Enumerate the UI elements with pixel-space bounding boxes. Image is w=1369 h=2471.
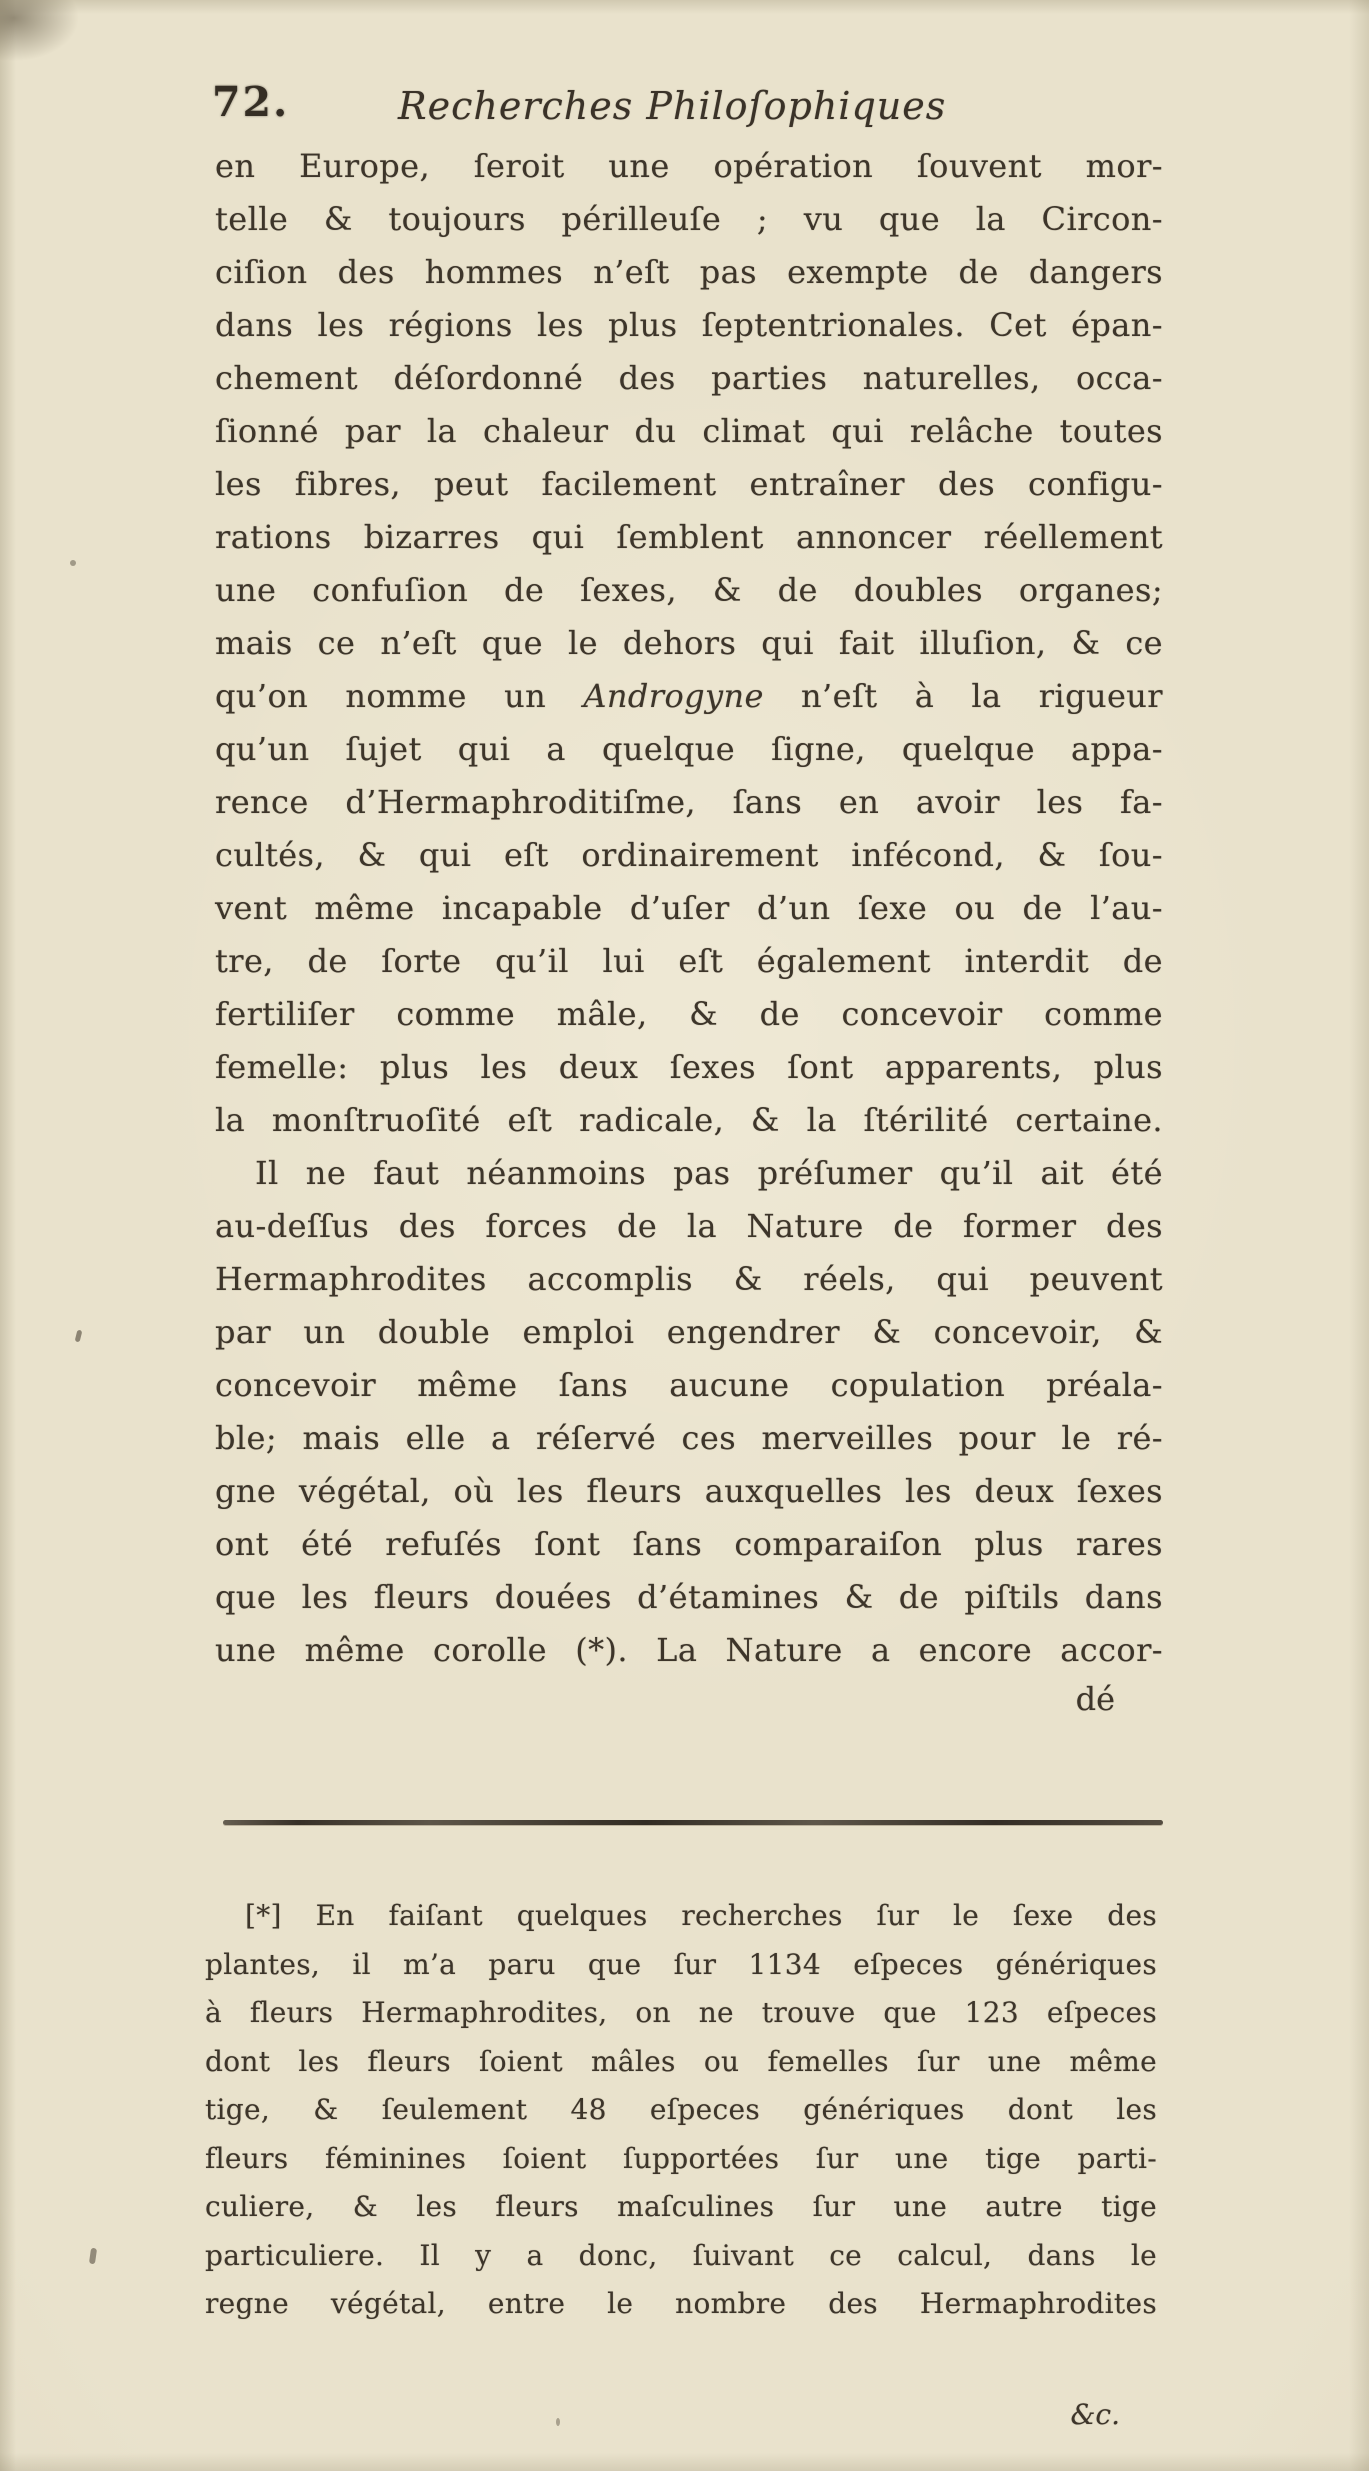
text-line: cultés, & qui eſt ordinairement infécond, & ſou- xyxy=(215,836,1163,874)
text-line: les fibres, peut facilement entraîner des configu- xyxy=(215,465,1163,503)
ink-speck xyxy=(75,1330,83,1343)
text-line: que les fleurs douées d’étamines & de piſtils dans xyxy=(215,1578,1163,1616)
text-line: femelle: plus les deux ſexes ſont apparents, plus xyxy=(215,1048,1163,1086)
footnote-catchword: &c. xyxy=(1070,2398,1120,2431)
text-line: Il ne faut néanmoins pas préſumer qu’il ait été xyxy=(255,1154,1163,1192)
ink-speck xyxy=(556,2418,560,2426)
text-line: au-deſſus des forces de la Nature de former des xyxy=(215,1207,1163,1245)
text-line: chement déſordonné des parties naturelles, occa- xyxy=(215,359,1163,397)
text-line: telle & toujours périlleuſe ; vu que la Circon- xyxy=(215,200,1163,238)
text-line: gne végétal, où les fleurs auxquelles les deux ſexes xyxy=(215,1472,1163,1510)
catchword: dé xyxy=(1075,1680,1115,1718)
text-line: tige, & ſeulement 48 eſpeces génériques dont les xyxy=(205,2093,1157,2126)
text-line: Hermaphrodites accomplis & réels, qui peuvent xyxy=(215,1260,1163,1298)
text-line: vent même incapable d’uſer d’un ſexe ou de l’au- xyxy=(215,889,1163,927)
text-line: par un double emploi engendrer & concevoir, & xyxy=(215,1313,1163,1351)
text-line: à fleurs Hermaphrodites, on ne trouve que 123 eſpeces xyxy=(205,1996,1157,2029)
text-line: ont été refuſés ſont ſans comparaiſon plus rares xyxy=(215,1525,1163,1563)
text-line: fertiliſer comme mâle, & de concevoir comme xyxy=(215,995,1163,1033)
text-line: rence d’Hermaphroditiſme, ſans en avoir les fa- xyxy=(215,783,1163,821)
text-line: tre, de ſorte qu’il lui eſt également interdit de xyxy=(215,942,1163,980)
text-line: fleurs féminines ſoient ſupportées ſur une tige parti- xyxy=(205,2141,1157,2175)
text-line: culiere, & les fleurs maſculines ſur une autre tige xyxy=(205,2190,1157,2223)
text-line: une même corolle (*). La Nature a encore accor- xyxy=(215,1631,1163,1669)
text-line: qu’un ſujet qui a quelque ſigne, quelque appa- xyxy=(215,730,1163,768)
text-line: la monſtruoſité eſt radicale, & la ſtérilité certaine. xyxy=(215,1101,1163,1139)
text-line: plantes, il m’a paru que ſur 1134 eſpeces génériques xyxy=(205,1947,1157,1981)
text-line: ble; mais elle a réſervé ces merveilles pour le ré- xyxy=(215,1419,1163,1457)
ink-speck xyxy=(70,560,76,566)
running-title: Recherches Philoſophiques xyxy=(398,84,947,128)
footnote-divider-rule xyxy=(223,1820,1163,1825)
text-line: [*] En faiſant quelques recherches ſur le ſexe des xyxy=(245,1899,1157,1932)
text-line: dont les fleurs ſoient mâles ou femelles ſur une même xyxy=(205,2044,1157,2078)
text-line: rations bizarres qui ſemblent annoncer réellement xyxy=(215,518,1163,556)
text-line: dans les régions les plus ſeptentrionales. Cet épan- xyxy=(215,306,1163,344)
text-line: particuliere. Il y a donc, ſuivant ce calcul, dans le xyxy=(205,2238,1157,2272)
ink-speck xyxy=(89,2248,97,2265)
text-line: regne végétal, entre le nombre des Hermaphrodites xyxy=(205,2287,1157,2320)
text-line: mais ce n’eſt que le dehors qui fait illuſion, & ce xyxy=(215,624,1163,662)
page-number: 72. xyxy=(212,78,290,126)
text-line: une confuſion de ſexes, & de doubles organes; xyxy=(215,571,1163,609)
text-line: en Europe, ſeroit une opération ſouvent mor- xyxy=(215,147,1163,185)
body-text-block xyxy=(215,140,1163,1677)
text-line: ſionné par la chaleur du climat qui relâche toutes xyxy=(215,412,1163,450)
text-line: qu’on nomme un Androgyne n’eſt à la rigueur xyxy=(215,677,1164,715)
text-line: concevoir même ſans aucune copulation préala- xyxy=(215,1366,1163,1404)
text-line: ciſion des hommes n’eſt pas exempte de dangers xyxy=(215,253,1163,291)
footnote-block xyxy=(205,1892,1157,2329)
